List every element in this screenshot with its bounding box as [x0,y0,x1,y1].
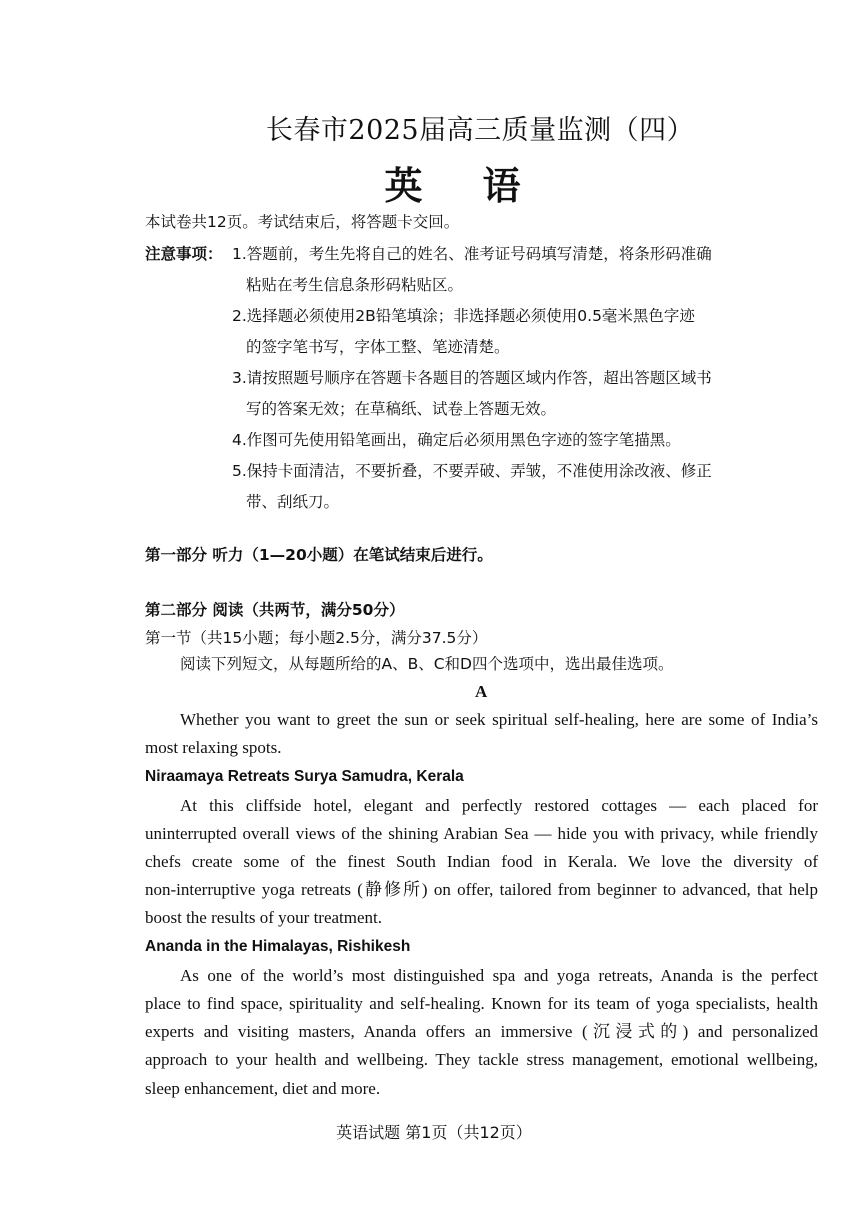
retreat-heading-kerala: Niraamaya Retreats Surya Samudra, Kerala [145,768,464,785]
para1-line-3: chefs create some of the finest South Indian food in Kerala. We love the diversity of [145,852,818,871]
note-item-4-line-1: 4.作图可先使用铅笔画出，确定后必须用黑色字迹的签字笔描黑。 [232,431,681,449]
reading-instruction: 阅读下列短文，从每题所给的A、B、C和D四个选项中，选出最佳选项。 [180,655,674,673]
note-item-2-line-1: 2.选择题必须使用2B铅笔填涂；非选择题必须使用0.5毫米黑色字迹 [232,307,695,325]
note-item-5-line-2: 带、刮纸刀。 [246,493,340,511]
para1-line-4: non-interruptive yoga retreats (静修所) on offer, tailored from beginner to advanced, that help [145,880,818,899]
para1-line-1: At this cliffside hotel, elegant and perfectly restored cottages — each placed for [180,796,818,815]
note-item-1-line-2: 粘贴在考生信息条形码粘贴区。 [246,276,464,294]
para2-line-5: sleep enhancement, diet and more. [145,1079,381,1098]
section-one-heading: 第一节（共15小题；每小题2.5分，满分37.5分） [145,629,488,647]
para1-line-5: boost the results of your treatment. [145,908,383,927]
para2-line-4: approach to your health and wellbeing. They tackle stress management, emotional wellbeing, [145,1050,818,1069]
para1-line-2: uninterrupted overall views of the shining Arabian Sea — hide you with privacy, while friendly [145,824,818,843]
para2-line-3: experts and visiting masters, Ananda offers an immersive (沉浸式的) and personalized [145,1022,818,1041]
passage-intro-line-1: Whether you want to greet the sun or seek spiritual self-healing, here are some of India’s [180,710,818,729]
para2-line-2: place to find space, spirituality and self-healing. Known for its team of yoga specialists, health [145,994,818,1013]
page-footer: 英语试题 第1页（共12页） [336,1123,532,1142]
passage-intro-line-2: most relaxing spots. [145,738,282,757]
exam-title: 长春市2025届高三质量监测（四） [265,115,695,146]
note-item-5-line-1: 5.保持卡面清洁，不要折叠，不要弄破、弄皱，不准使用涂改液、修正 [232,462,712,480]
subject-title: 英语 [384,163,581,208]
part-one-heading: 第一部分 听力（1—20小题）在笔试结束后进行。 [145,546,493,564]
passage-label: A [475,682,488,701]
para2-line-1: As one of the world’s most distinguished spa and yoga retreats, Ananda is the perfect [180,966,818,985]
note-item-3-line-1: 3.请按照题号顺序在答题卡各题目的答题区域内作答，超出答题区域书 [232,369,712,387]
note-item-1-line-1: 1.答题前，考生先将自己的姓名、准考证号码填写清楚，将条形码准确 [232,245,712,263]
part-two-heading: 第二部分 阅读（共两节，满分50分） [145,601,405,619]
note-item-2-line-2: 的签字笔书写，字体工整、笔迹清楚。 [246,338,510,356]
note-item-3-line-2: 写的答案无效；在草稿纸、试卷上答题无效。 [246,400,557,418]
notes-label: 注意事项： [145,245,223,263]
retreat-heading-rishikesh: Ananda in the Himalayas, Rishikesh [145,938,411,955]
intro-text: 本试卷共12页。考试结束后，将答题卡交回。 [145,213,460,231]
